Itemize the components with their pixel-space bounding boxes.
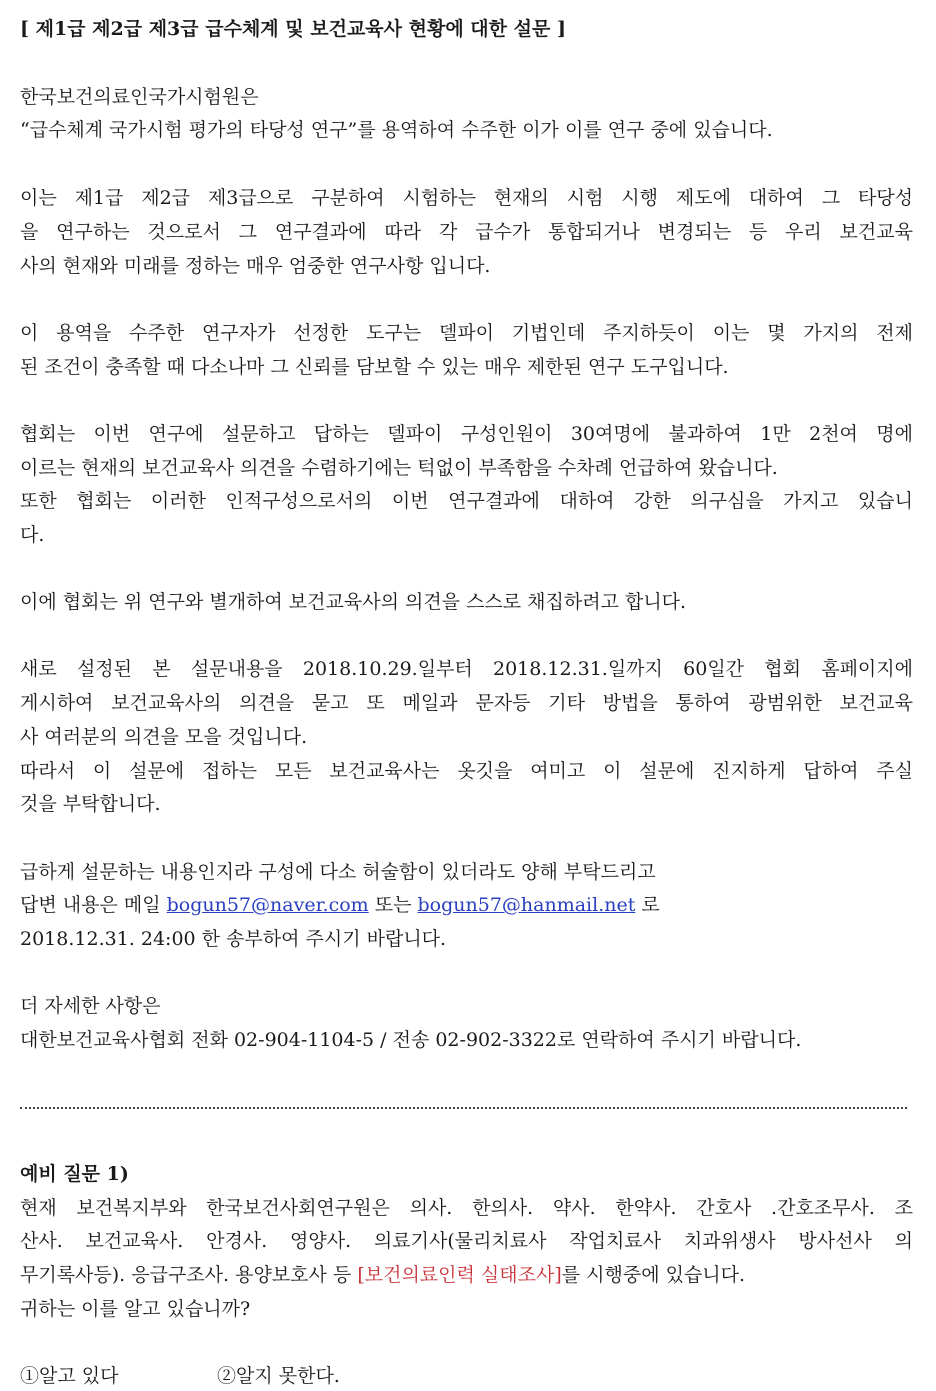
para6-line-2 xyxy=(20,893,660,917)
para1-line-3: 사의 현재와 미래를 정하는 매우 엄중한 연구사항 입니다. xyxy=(20,255,491,277)
survey-highlight-text: [보건의료인력 실태조사] xyxy=(357,1264,562,1286)
document-title: [ 제1급 제2급 제3급 급수체계 및 보건교육사 현황에 대한 설문 ] xyxy=(20,18,566,40)
para5-line-2: 게시하여 보건교육사의 의견을 묻고 또 메일과 문자등 기타 방법을 통하여 광범위한 보건교육 xyxy=(20,692,913,714)
contact-line-2: 대한보건교육사협회 전화 02-904-1104-5 / 전송 02-902-3322로 연락하여 주시기 바랍니다. xyxy=(20,1029,802,1051)
question1-line-3-prefix: 무기록사등). 응급구조사. 용양보호사 등 xyxy=(20,1264,358,1286)
para1-line-1: 이는 제1급 제2급 제3급으로 구분하여 시험하는 현재의 시험 시행 제도에 대하여 그 타당성 xyxy=(20,187,913,209)
para2-line-1: 이 용역을 수주한 연구자가 선정한 도구는 델파이 기법인데 주지하듯이 이는 몇 가지의 전제 xyxy=(20,322,913,344)
para6-line-2-mid: 또는 xyxy=(368,894,418,916)
para3-line-4: 다. xyxy=(20,524,45,546)
para4-line: 이에 협회는 위 연구와 별개하여 보건교육사의 의견을 스스로 채집하려고 합니다. xyxy=(20,591,687,613)
para6-line-3: 2018.12.31. 24:00 한 송부하여 주시기 바랍니다. xyxy=(20,928,447,950)
question1-line-1: 현재 보건복지부와 한국보건사회연구원은 의사. 한의사. 약사. 한약사. 간호사 .간호조무사. 조 xyxy=(20,1197,913,1219)
contact-line-1: 더 자세한 사항은 xyxy=(20,995,161,1017)
intro-line-2: “급수체계 국가시험 평가의 타당성 연구”를 용역하여 수주한 이가 이를 연구 중에 있습니다. xyxy=(20,119,773,141)
question1-option-2[interactable]: ②알지 못한다. xyxy=(217,1365,340,1387)
intro-line-1: 한국보건의료인국가시험원은 xyxy=(20,86,259,108)
para5-line-4: 따라서 이 설문에 접하는 모든 보건교육사는 옷깃을 여미고 이 설문에 진지하게 답하여 주실 xyxy=(20,760,913,782)
dotted-divider xyxy=(20,1107,907,1109)
question1-option-1[interactable]: ①알고 있다 xyxy=(20,1365,119,1387)
para5-line-1: 새로 설정된 본 설문내용을 2018.10.29.일부터 2018.12.31.일까지 60일간 협회 홈페이지에 xyxy=(20,658,913,680)
question1-line-4: 귀하는 이를 알고 있습니까? xyxy=(20,1298,251,1320)
question1-heading: 예비 질문 1) xyxy=(20,1163,129,1185)
para3-line-1: 협회는 이번 연구에 설문하고 답하는 델파이 구성인원이 30여명에 불과하여 1만 2천여 명에 xyxy=(20,423,913,445)
para2-line-2: 된 조건이 충족할 때 다소나마 그 신뢰를 담보할 수 있는 매우 제한된 연구 도구입니다. xyxy=(20,356,729,378)
para3-line-3: 또한 협회는 이러한 인적구성으로서의 이번 연구결과에 대하여 강한 의구심을 가지고 있습니 xyxy=(20,490,913,512)
para5-line-3: 사 여러분의 의견을 모을 것입니다. xyxy=(20,726,308,748)
email-link-naver[interactable]: bogun57@naver.com xyxy=(166,894,369,916)
para6-line-2-prefix: 답변 내용은 메일 xyxy=(20,894,167,916)
question1-line-3 xyxy=(20,1263,745,1287)
para6-line-2-suffix: 로 xyxy=(635,894,660,916)
email-link-hanmail[interactable]: bogun57@hanmail.net xyxy=(417,894,636,916)
para3-line-2: 이르는 현재의 보건교육사 의견을 수렴하기에는 턱없이 부족함을 수차례 언급하여 왔습니다. xyxy=(20,457,778,479)
question1-line-2: 산사. 보건교육사. 안경사. 영양사. 의료기사(물리치료사 작업치료사 치과위생사 방사선사 의 xyxy=(20,1230,913,1252)
question1-line-3-suffix: 를 시행중에 있습니다. xyxy=(561,1264,746,1286)
para6-line-1: 급하게 설문하는 내용인지라 구성에 다소 허술함이 있더라도 양해 부탁드리고 xyxy=(20,861,656,883)
para1-line-2: 을 연구하는 것으로서 그 연구결과에 따라 각 급수가 통합되거나 변경되는 등 우리 보건교육 xyxy=(20,221,913,243)
para5-line-5: 것을 부탁합니다. xyxy=(20,793,161,815)
